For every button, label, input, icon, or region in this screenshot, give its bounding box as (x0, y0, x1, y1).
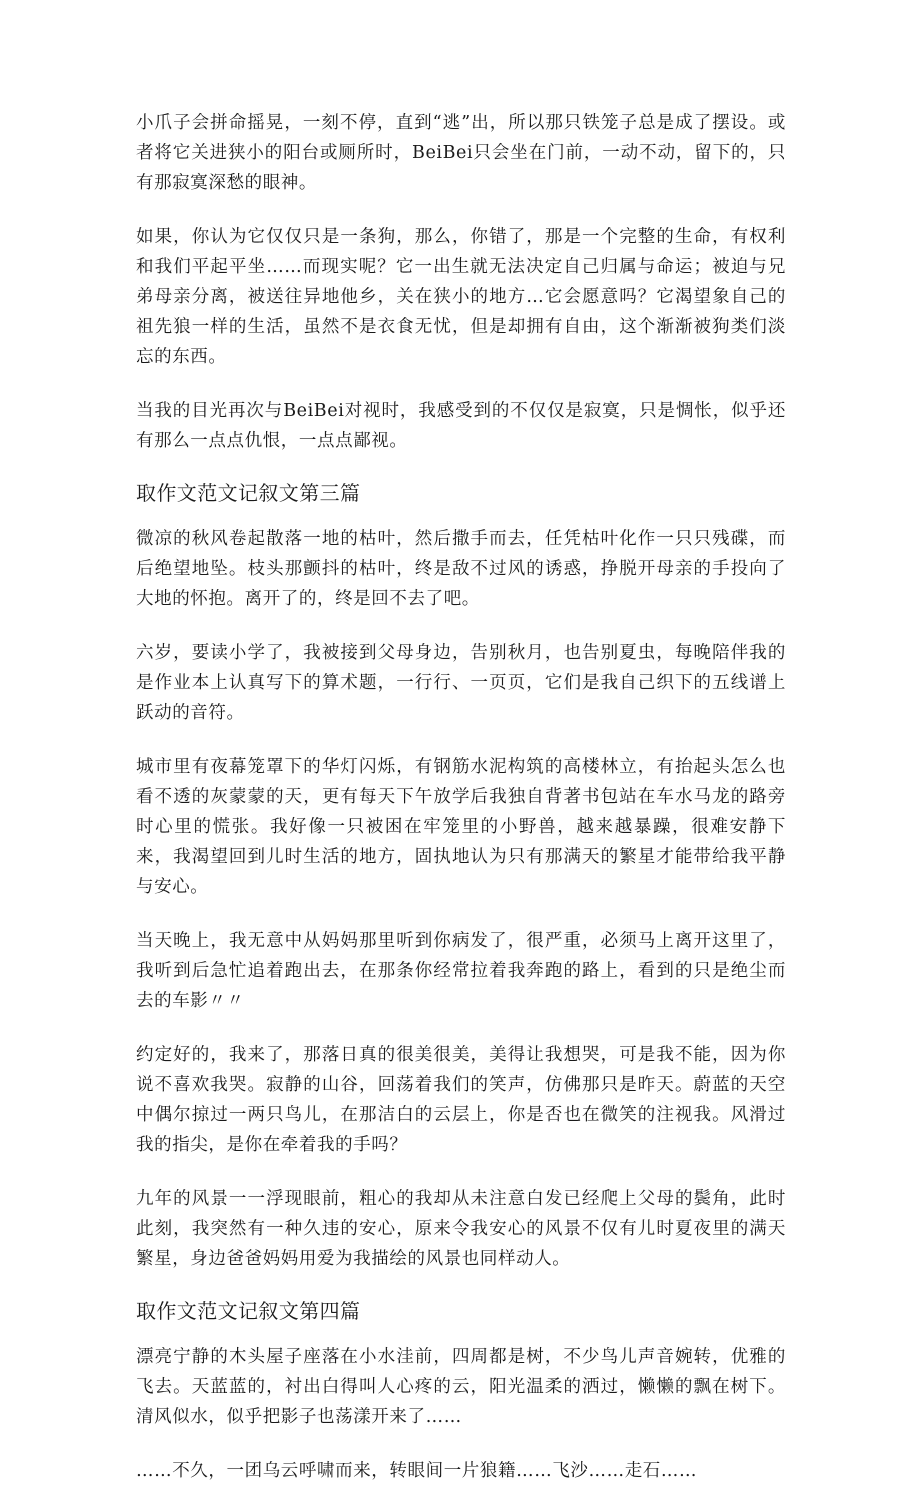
paragraph: ……不久，一团乌云呼啸而来，转眼间一片狼籍……飞沙……走石…… (136, 1461, 698, 1481)
paragraph: 当天晚上，我无意中从妈妈那里听到你病发了，很严重，必须马上离开这里了，我听到后急忙追着跑出去，在那条你经常拉着我奔跑的路上，看到的只是绝尘而去的车影〃〃 (136, 931, 786, 1011)
paragraph: 微凉的秋风卷起散落一地的枯叶，然后撒手而去，任凭枯叶化作一只只残碟，而后绝望地坠。枝头那颤抖的枯叶，终是敌不过风的诱惑，挣脱开母亲的手投向了大地的怀抱。离开了的，终是回不去了吧。 (136, 529, 786, 609)
section-heading: 取作文范文记叙文第三篇 (136, 481, 361, 505)
paragraph: 九年的风景一一浮现眼前，粗心的我却从未注意白发已经爬上父母的鬓角，此时此刻，我突然有一种久违的安心，原来令我安心的风景不仅有儿时夏夜里的满天繁星，身边爸爸妈妈用爱为我描绘的风景也同样动人。 (136, 1189, 786, 1269)
paragraph: 小爪子会拼命摇晃，一刻不停，直到“逃”出，所以那只铁笼子总是成了摆设。或者将它关进狭小的阳台或厕所时，BeiBei只会坐在门前，一动不动，留下的，只有那寂寞深愁的眼神。 (136, 113, 786, 193)
paragraph: 六岁，要读小学了，我被接到父母身边，告别秋月，也告别夏虫，每晚陪伴我的是作业本上认真写下的算术题，一行行、一页页，它们是我自己织下的五线谱上跃动的音符。 (136, 643, 786, 723)
paragraph: 约定好的，我来了，那落日真的很美很美，美得让我想哭，可是我不能，因为你说不喜欢我哭。寂静的山谷，回荡着我们的笑声，仿佛那只是昨天。蔚蓝的天空中偶尔掠过一两只鸟儿，在那洁白的云层上，你是否也在微笑的注视我。风滑过我的指尖，是你在牵着我的手吗？ (136, 1045, 786, 1155)
paragraph: 当我的目光再次与BeiBei对视时，我感受到的不仅仅是寂寞，只是惆怅，似乎还有那么一点点仇恨，一点点鄙视。 (136, 401, 786, 451)
paragraph: 漂亮宁静的木头屋子座落在小水洼前，四周都是树，不少鸟儿声音婉转，优雅的飞去。天蓝蓝的，衬出白得叫人心疼的云，阳光温柔的洒过，懒懒的飘在树下。清风似水，似乎把影子也荡漾开来了…… (136, 1347, 786, 1427)
paragraph: 城市里有夜幕笼罩下的华灯闪烁，有钢筋水泥构筑的高楼林立，有抬起头怎么也看不透的灰蒙蒙的天，更有每天下午放学后我独自背著书包站在车水马龙的路旁时心里的慌张。我好像一只被困在牢笼里的小野兽，越来越暴躁，很难安静下来，我渴望回到儿时生活的地方，固执地认为只有那满天的繁星才能带给我平静与安心。 (136, 757, 786, 897)
section-heading: 取作文范文记叙文第四篇 (136, 1299, 361, 1323)
paragraph: 如果，你认为它仅仅只是一条狗，那么，你错了，那是一个完整的生命，有权利和我们平起平坐……而现实呢？它一出生就无法决定自己归属与命运；被迫与兄弟母亲分离，被送往异地他乡，关在狭小的地方…它会愿意吗？它渴望象自己的祖先狼一样的生活，虽然不是衣食无忧，但是却拥有自由，这个渐渐被狗类们淡忘的东西。 (136, 227, 786, 367)
document-page (136, 108, 786, 1486)
